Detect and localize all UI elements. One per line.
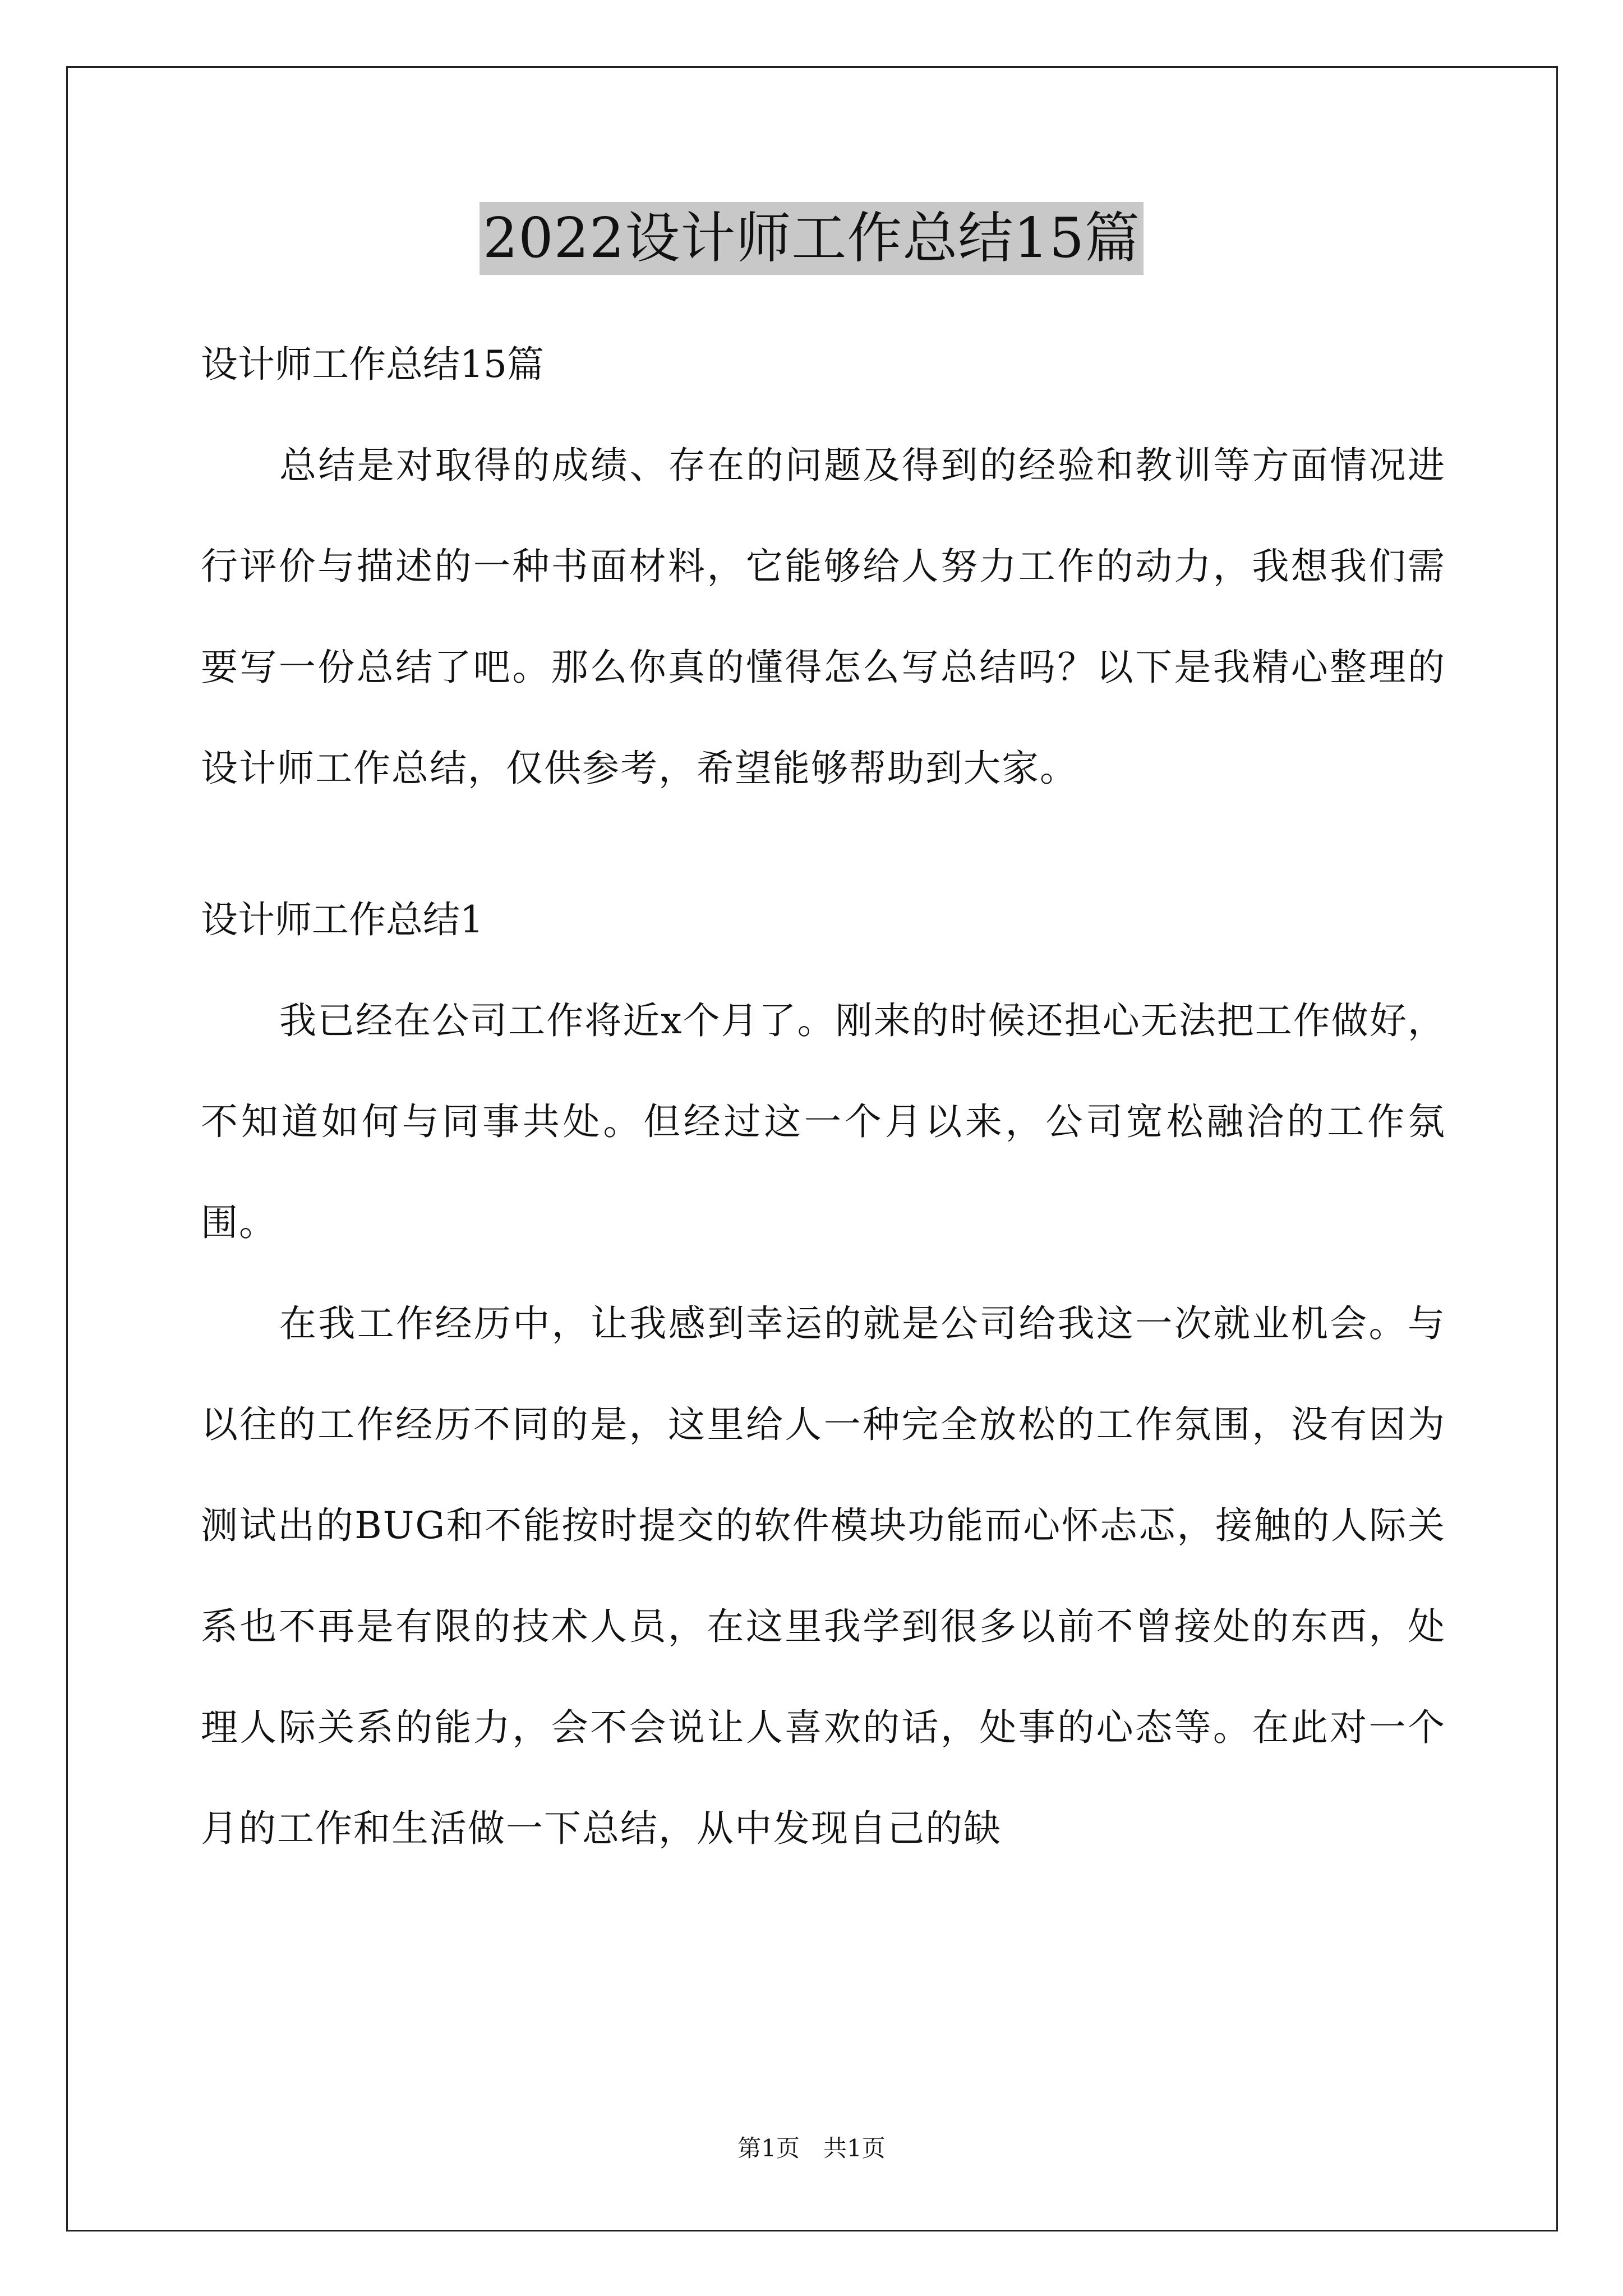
- intro-paragraph: 总结是对取得的成绩、存在的问题及得到的经验和教训等方面情况进行评价与描述的一种书面材料，它能够给人努力工作的动力，我想我们需要写一份总结了吧。那么你真的懂得怎么写总结吗？以下是我精心整理的设计师工作总结，仅供参考，希望能够帮助到大家。: [201, 444, 1446, 790]
- title-container: [0, 202, 1623, 275]
- section-heading: 设计师工作总结1: [201, 898, 483, 941]
- page-footer: 第1页 共1页: [737, 2134, 886, 2162]
- body-paragraph: 我已经在公司工作将近x个月了。刚来的时候还担心无法把工作做好，不知道如何与同事共处。但经过这一个月以来，公司宽松融洽的工作氛围。: [201, 999, 1446, 1244]
- document-title: 2022设计师工作总结15篇: [479, 202, 1144, 275]
- document-subtitle: 设计师工作总结15篇: [201, 343, 544, 386]
- body-paragraph: 在我工作经历中，让我感到幸运的就是公司给我这一次就业机会。与以往的工作经历不同的是，这里给人一种完全放松的工作氛围，没有因为测试出的BUG和不能按时提交的软件模块功能而心怀忐忑，接触的人际关系也不再是有限的技术人员，在这里我学到很多以前不曾接处的东西，处理人际关系的能力，会不会说让人喜欢的话，处事的心态等。在此对一个月的工作和生活做一下总结，从中发现自己的缺: [201, 1302, 1446, 1850]
- spacer: [201, 819, 1446, 869]
- document-body: [201, 314, 1446, 1879]
